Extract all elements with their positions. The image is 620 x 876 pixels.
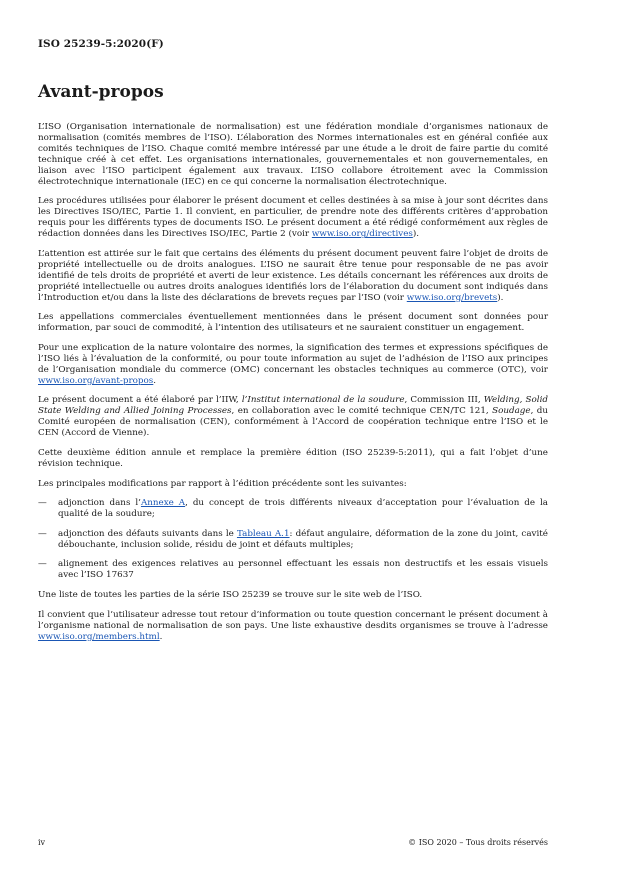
paragraph-changes-intro: Les principales modifications par rapport à l’édition précédente sont les suivantes: <box>38 478 407 489</box>
list-item <box>38 498 548 520</box>
list-text: adjonction dans l’ <box>58 498 141 509</box>
page-title: Avant-propos <box>38 82 164 102</box>
paragraph-iso-intro: L’ISO (Organisation internationale de normalisation) est une fédération mondiale d’organismes nationaux de normalisation (comités membres de l’ISO). L’élaboration des Normes internationales est en général confiée aux comités techniques de l’ISO. Chaque comité membre intéressé par une étude a le droit de faire partie du comité technique créé à cet effet. Les organisations internationales, gouvernementales et non gouvernementales, en liaison avec l’ISO participent également aux travaux. L’ISO collabore étroitement avec la Commission électrotechnique internationale (IEC) en ce qui concerne la normalisation électrotechnique. <box>38 122 548 187</box>
commission-name-italic: Welding, Solid State Welding and Allied Joining Processes <box>38 395 548 417</box>
page-footer <box>38 838 548 847</box>
paragraph-text: L’attention est attirée sur le fait que certains des éléments du présent document peuvent faire l’objet de droits de propriété intellectuelle ou de droits analogues. L’ISO ne saurait être tenue pour responsable de ne pas avoir identifié de tels droits de propriété et averti de leur existence. Les détails concernant les références aux droits de propriété intellectuelle ou autres droits analogues identifiés lors de l’élaboration du document sont indiqués dans l’Introduction et/ou dans la liste des déclarations de brevets reçues par l’ISO (voir <box>38 248 548 303</box>
paragraph-trade-names: Les appellations commerciales éventuellement mentionnées dans le présent document sont données pour information, par souci de commodité, à l’intention des utilisateurs et ne sauraient constituer un engagement. <box>38 312 548 334</box>
paragraph-text: , du Comité européen de normalisation (CEN), conformément à l’Accord de coopération technique entre l’ISO et le CEN (Accord de Vienne). <box>38 406 548 439</box>
paragraph-prepared-by <box>38 395 548 439</box>
paragraph-text: , Commission III, <box>404 395 484 406</box>
paragraph-end: ). <box>412 229 420 240</box>
list-dash: — <box>38 559 47 570</box>
list-text: : défaut angulaire, déformation de la zone du joint, cavité débouchante, inclusion solide, résidu de joint et défauts multiples; <box>58 528 548 550</box>
paragraph-feedback <box>38 610 548 643</box>
copyright-notice: © ISO 2020 – Tous droits réservés <box>408 838 548 847</box>
list-dash: — <box>38 498 47 509</box>
members-link[interactable]: www.iso.org/members.html <box>38 631 160 642</box>
iiw-name-italic: l’Institut international de la soudure <box>241 395 405 406</box>
list-item <box>38 529 548 551</box>
foreword-link[interactable]: www.iso.org/avant-propos <box>38 375 154 386</box>
patents-link[interactable]: www.iso.org/brevets <box>406 292 498 303</box>
foreword-body <box>38 122 548 651</box>
list-dash: — <box>38 528 47 539</box>
list-item <box>38 559 548 581</box>
page-number: iv <box>38 838 46 847</box>
document-id-header: ISO 25239-5:2020(F) <box>38 38 164 50</box>
paragraph-end: ). <box>497 292 504 303</box>
paragraph-text: , en collaboration avec le comité technique CEN/TC 121, <box>231 406 493 417</box>
list-item-text: alignement des exigences relatives au personnel effectuant les essais non destructifs et les essais visuels avec l’ISO 17637 <box>58 559 548 581</box>
list-text: , du concept de trois différents niveaux d’acceptation pour l’évaluation de la qualité de la soudure; <box>58 498 548 520</box>
table-a1-link[interactable]: Tableau A.1 <box>236 528 290 539</box>
paragraph-series-list: Une liste de toutes les parties de la série ISO 25239 se trouve sur le site web de l’ISO. <box>38 589 423 600</box>
paragraph-end: . <box>159 631 163 642</box>
soudage-italic: Soudage <box>492 406 531 417</box>
paragraph-patents <box>38 249 548 304</box>
list-item-text <box>58 498 548 520</box>
annex-a-link[interactable]: Annexe A <box>140 498 186 509</box>
paragraph-end: . <box>153 375 157 386</box>
paragraph-text: Il convient que l’utilisateur adresse tout retour d’information ou toute question concernant le présent document à l’organisme national de normalisation de son pays. Une liste exhaustive desdits organismes se trouve à l’adresse <box>38 609 548 631</box>
list-text: adjonction des défauts suivants dans le <box>58 528 237 539</box>
paragraph-edition: Cette deuxième édition annule et remplace la première édition (ISO 25239-5:2011), qui a fait l’objet d’une révision technique. <box>38 447 548 469</box>
paragraph-text: Les procédures utilisées pour élaborer le présent document et celles destinées à sa mise à jour sont décrites dans les Directives ISO/IEC, Partie 1. Il convient, en particulier, de prendre note des différents critères d’approbation requis pour les différents types de documents ISO. Le présent document a été rédigé conformément aux règles de rédaction données dans les Directives ISO/IEC, Partie 2 (voir <box>38 196 548 240</box>
directives-link[interactable]: www.iso.org/directives <box>311 229 413 240</box>
list-item-text <box>58 529 548 551</box>
paragraph-text: Le présent document a été élaboré par l’IIW, <box>38 395 242 406</box>
paragraph-procedures <box>38 196 548 240</box>
paragraph-voluntary-nature <box>38 343 548 387</box>
paragraph-text: Pour une explication de la nature volontaire des normes, la signification des termes et expressions spécifiques de l’ISO liés à l’évaluation de la conformité, ou pour toute information au sujet de l’adhésion de l’ISO aux principes de l’Organisation mondiale du commerce (OMC) concernant les obstacles techniques au commerce (OTC), voir <box>38 342 548 375</box>
